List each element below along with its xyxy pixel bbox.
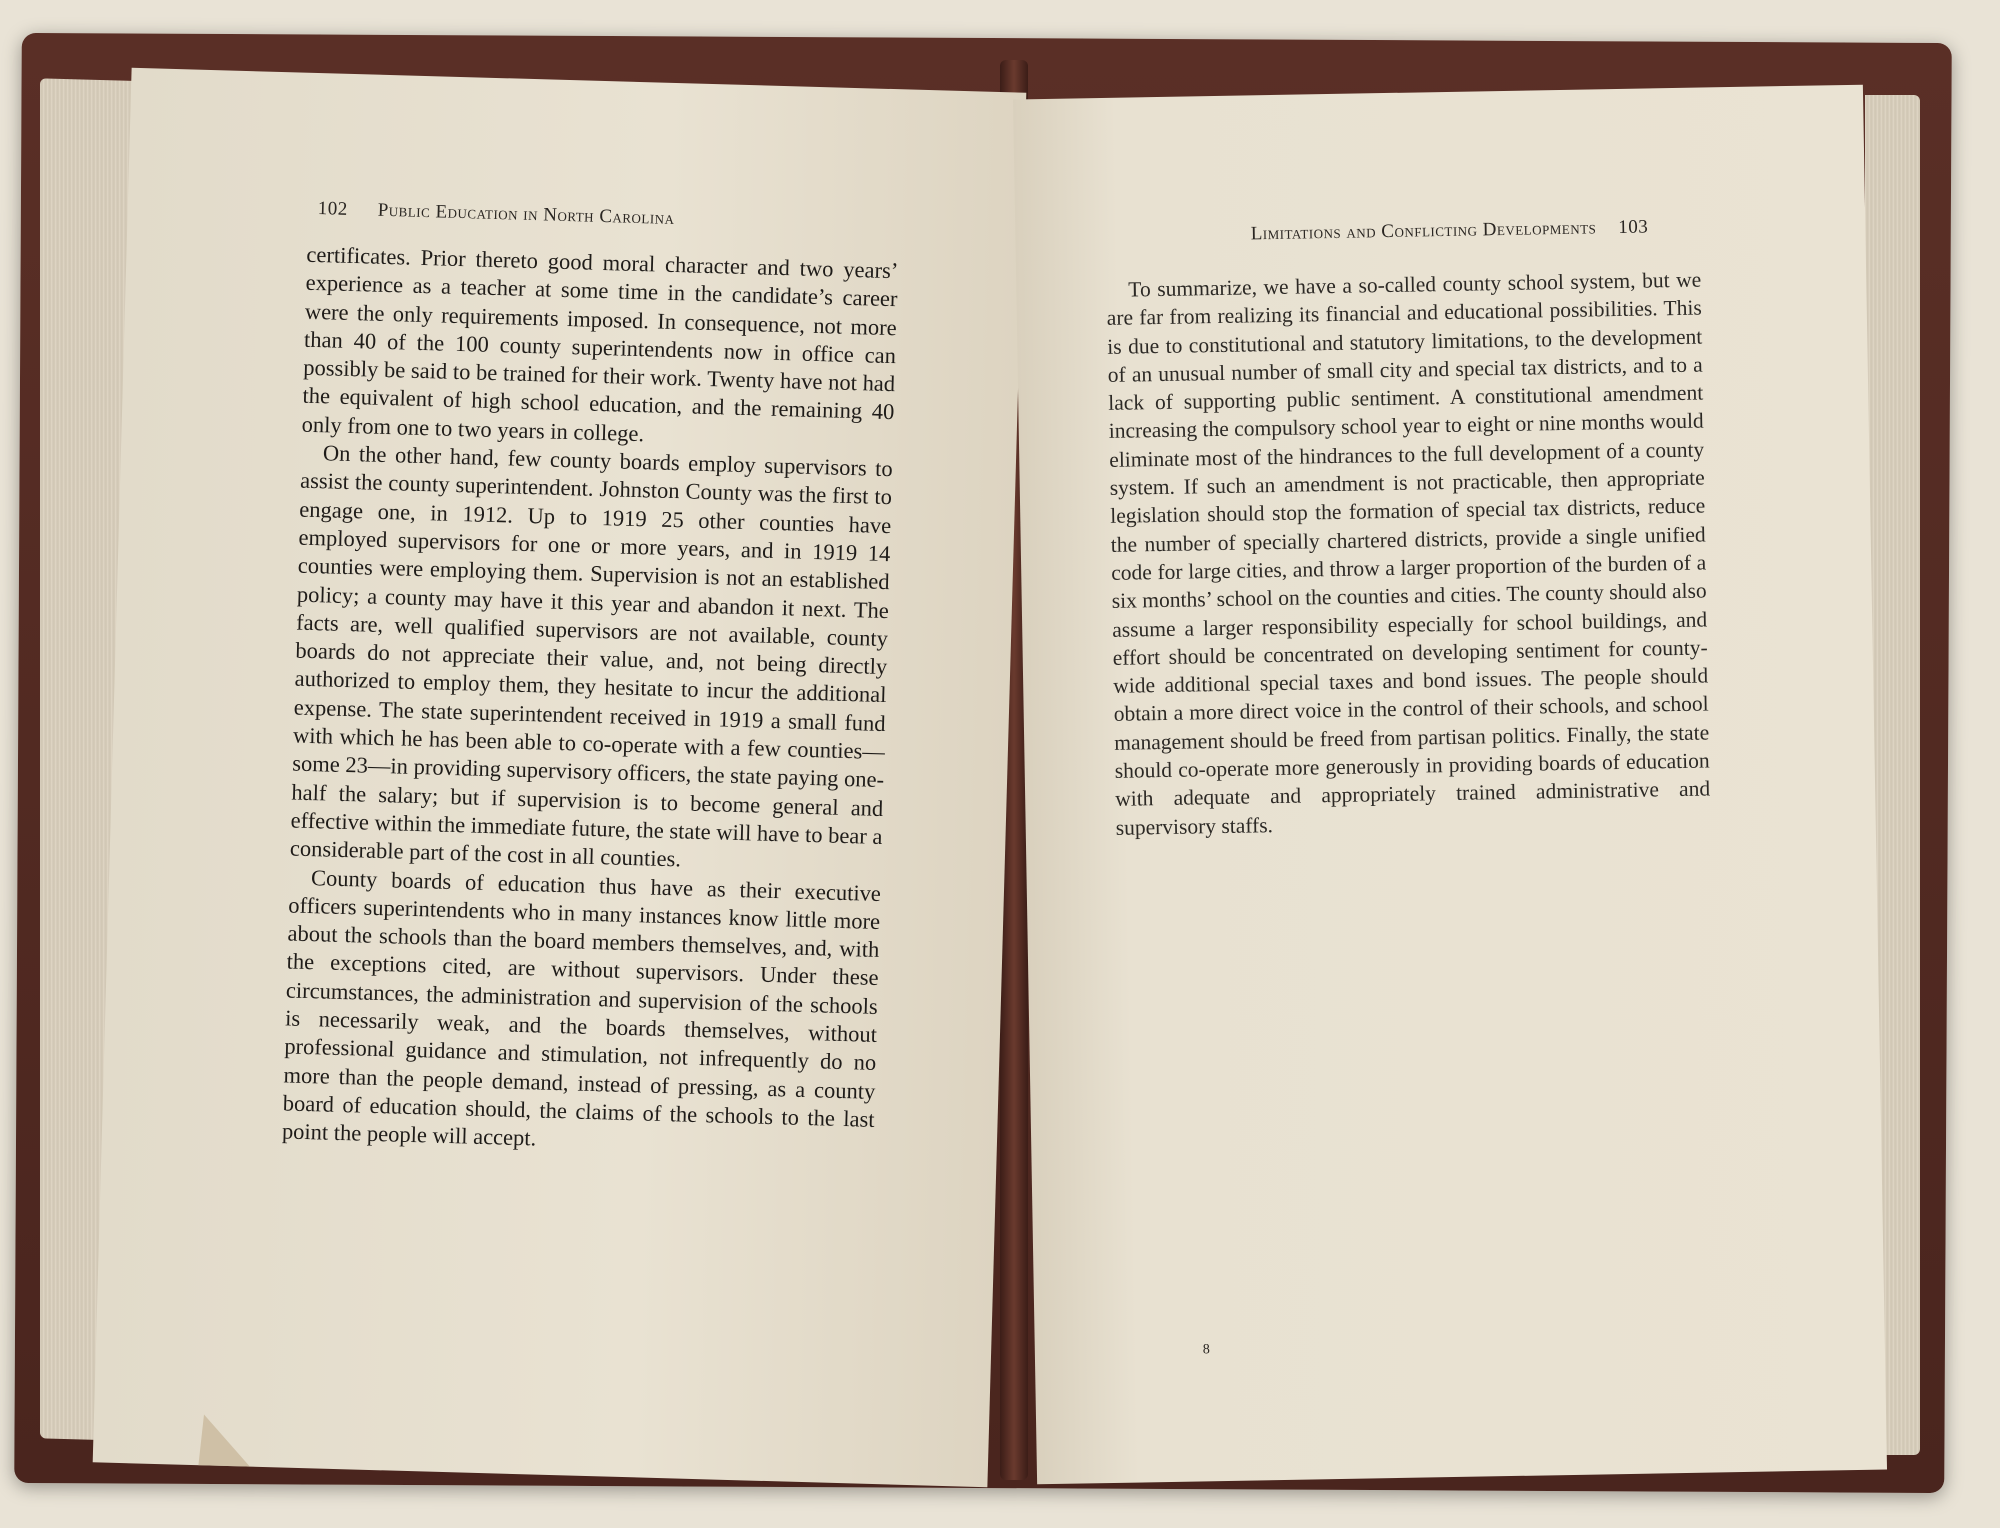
- left-page-body: [282, 241, 899, 1163]
- left-page: [93, 68, 1027, 1487]
- left-running-head-title: Public Education in North Carolina: [377, 199, 675, 229]
- right-page-number: 103: [1618, 216, 1649, 238]
- left-running-head: [317, 198, 917, 237]
- paragraph: County boards of education thus have as their executive officers superintendents who in many instances know little more about the schools than the board members themselves, and, with the exceptions cited, are without supervisors. Under these circumstances, the administration and supervision of the schools is necessarily weak, and the boards themselves, without professional guidance and stimulation, not infrequently do no more than the people demand, instead of pressing, as a county board of education should, the claims of the schools to the last point the people will accept.: [281, 864, 882, 1151]
- right-page-body: [1106, 266, 1711, 842]
- paragraph: certificates. Prior thereto good moral character and two years’ experience as a teacher at some time in the candidate’s career were the only requirements imposed. In consequence, not more than 40 of the 100 county superintendents now in office can possibly be said to be trained for their work. Twenty have not had the equivalent of high school education, and the remaining 40 only from one to two years in college.: [301, 241, 899, 447]
- paragraph: To summarize, we have a so-called county school system, but we are far from realizing its financial and educational possibilities. This is due to constitutional and statutory limitations, to the development of an unusual number of small city and special tax districts, and to a lack of supporting public sentiment. A constitutional amendment increasing the compulsory school year to eight or nine months would eliminate most of the hindrances to the full development of a county system. If such an amendment is not practicable, then appropriate legislation should stop the formation of special tax districts, reduce the number of specially chartered districts, provide a single unified code for large cities, and throw a larger proportion of the burden of a six months’ school on the counties and cities. The county should also assume a larger responsibility especially for school buildings, and effort should be concentrated on developing sentiment for county-wide additional special taxes and bond issues. The people should obtain a more direct voice in the control of their schools, and school management should be freed from partisan politics. Finally, the state should co-operate more generously in providing boards of education with adequate and appropriately trained administrative and supervisory staffs.: [1106, 267, 1711, 840]
- right-running-head: [1103, 216, 1648, 248]
- left-page-number: 102: [317, 198, 349, 220]
- right-page: [1013, 85, 1887, 1485]
- paragraph: On the other hand, few county boards employ supervisors to assist the county superintendent. Johnston County was the first to engage one, in 1912. Up to 1919 25 other counties have employed supervisors for one or more years, and in 1919 14 counties were employing them. Supervision is not an established policy; a county may have it this year and abandon it next. The facts are, well qualified supervisors are not available, county boards do not appreciate their value, and, not being directly authorized to employ them, they hesitate to incur the additional expense. The state superintendent received in 1919 a small fund with which he has been able to co-operate with a few counties—some 23—in providing supervisory officers, the state paying one-half the salary; but if supervision is to become general and effective within the immediate future, the state will have to bear a considerable part of the cost in all counties.: [289, 440, 894, 872]
- right-running-head-title: Limitations and Conflicting Developments: [1250, 217, 1597, 245]
- signature-mark: 8: [1202, 1342, 1210, 1358]
